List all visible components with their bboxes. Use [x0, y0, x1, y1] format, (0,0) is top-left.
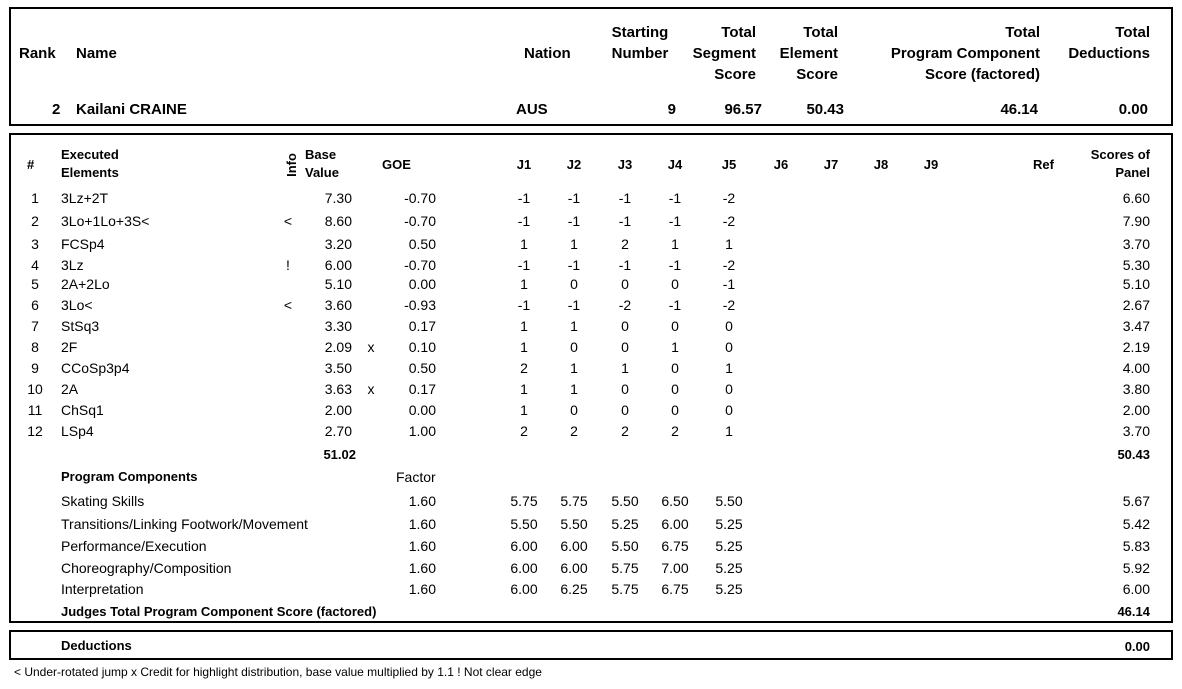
component-panel-score: 5.42 — [1122, 516, 1150, 532]
element-judge-3: -1 — [618, 213, 632, 229]
element-base-value: 2.70 — [324, 423, 352, 439]
header-line: Value — [305, 165, 339, 180]
component-judge-4: 6.50 — [661, 493, 689, 509]
judge-header-4: J4 — [667, 157, 683, 172]
element-name: 3Lz — [61, 257, 84, 273]
header-line: Base — [305, 147, 337, 162]
element-panel-score: 2.19 — [1122, 339, 1150, 355]
element-bonus-marker: x — [367, 381, 375, 397]
element-judge-5: 0 — [725, 381, 733, 397]
component-judge-4: 7.00 — [661, 560, 689, 576]
element-judge-4: 2 — [671, 423, 679, 439]
component-judge-3: 5.50 — [611, 538, 639, 554]
component-judge-5: 5.50 — [715, 493, 743, 509]
element-judge-3: 1 — [621, 360, 629, 376]
components-title: Program Components — [61, 469, 198, 484]
elements-ref-header: Ref — [1033, 157, 1054, 172]
component-judge-3: 5.75 — [611, 560, 639, 576]
element-judge-3: -1 — [618, 190, 632, 206]
element-judge-2: 0 — [570, 339, 578, 355]
element-judge-1: 1 — [520, 318, 528, 334]
element-judge-5: 0 — [725, 402, 733, 418]
element-judge-5: -2 — [722, 297, 736, 313]
element-name: 3Lo< — [61, 297, 93, 313]
element-judge-3: 0 — [621, 339, 629, 355]
element-judge-3: 0 — [621, 381, 629, 397]
element-goe: -0.93 — [404, 297, 436, 313]
legend-text: < Under-rotated jump x Credit for highlight distribution, base value multiplied by 1.1 ! Not clear edge — [14, 665, 542, 679]
col-nation-header: Nation — [524, 45, 571, 62]
header-line: Segment — [692, 45, 756, 62]
element-judge-4: -1 — [668, 213, 682, 229]
component-judge-2: 5.50 — [560, 516, 588, 532]
element-goe: 0.17 — [408, 318, 436, 334]
element-base-value: 2.09 — [324, 339, 352, 355]
element-judge-5: -2 — [722, 190, 736, 206]
col-pcs-header — [860, 22, 1040, 85]
elements-goe-header: GOE — [382, 157, 411, 172]
header-line: Executed — [61, 147, 119, 162]
element-goe: 0.00 — [408, 276, 436, 292]
elements-total-base: 51.02 — [323, 447, 356, 462]
element-judge-1: -1 — [517, 257, 531, 273]
deductions-label: Deductions — [61, 638, 132, 653]
element-info: < — [283, 213, 293, 229]
skater-total-segment-score: 96.57 — [724, 101, 762, 118]
element-base-value: 7.30 — [324, 190, 352, 206]
element-num: 7 — [31, 318, 39, 334]
skater-rank: 2 — [52, 101, 61, 118]
header-line: Deductions — [1068, 45, 1150, 62]
component-panel-score: 6.00 — [1122, 581, 1150, 597]
element-num: 4 — [31, 257, 39, 273]
element-judge-1: 2 — [520, 423, 528, 439]
element-info: < — [283, 297, 293, 313]
components-total-score: 46.14 — [1117, 604, 1150, 619]
element-judge-1: 2 — [520, 360, 528, 376]
element-base-value: 3.63 — [324, 381, 352, 397]
element-judge-4: 0 — [671, 276, 679, 292]
element-judge-4: -1 — [668, 190, 682, 206]
element-num: 9 — [31, 360, 39, 376]
element-judge-2: 2 — [570, 423, 578, 439]
component-judge-3: 5.50 — [611, 493, 639, 509]
element-judge-5: 0 — [725, 318, 733, 334]
element-judge-2: -1 — [567, 190, 581, 206]
element-base-value: 5.10 — [324, 276, 352, 292]
element-num: 8 — [31, 339, 39, 355]
element-judge-3: 0 — [621, 402, 629, 418]
element-judge-1: -1 — [517, 190, 531, 206]
element-name: 2A+2Lo — [61, 276, 110, 292]
element-judge-2: 1 — [570, 381, 578, 397]
element-panel-score: 3.70 — [1122, 236, 1150, 252]
element-goe: -0.70 — [404, 213, 436, 229]
component-judge-2: 6.25 — [560, 581, 588, 597]
element-base-value: 8.60 — [324, 213, 352, 229]
element-panel-score: 5.30 — [1122, 257, 1150, 273]
element-panel-score: 6.60 — [1122, 190, 1150, 206]
component-judge-3: 5.75 — [611, 581, 639, 597]
element-base-value: 6.00 — [324, 257, 352, 273]
element-name: ChSq1 — [61, 402, 104, 418]
element-judge-2: 1 — [570, 360, 578, 376]
element-judge-1: -1 — [517, 213, 531, 229]
element-judge-3: 0 — [621, 318, 629, 334]
element-panel-score: 7.90 — [1122, 213, 1150, 229]
skater-nation: AUS — [516, 101, 548, 118]
judge-header-6: J6 — [773, 157, 789, 172]
component-judge-3: 5.25 — [611, 516, 639, 532]
element-name: 3Lo+1Lo+3S< — [61, 213, 150, 229]
component-judge-4: 6.75 — [661, 581, 689, 597]
element-panel-score: 4.00 — [1122, 360, 1150, 376]
element-num: 1 — [31, 190, 39, 206]
col-deductions-header — [1040, 22, 1150, 64]
skater-total-pcs: 46.14 — [1000, 101, 1038, 118]
element-base-value: 3.20 — [324, 236, 352, 252]
judge-header-5: J5 — [721, 157, 737, 172]
component-judge-1: 6.00 — [510, 560, 538, 576]
col-tes-header — [760, 22, 838, 85]
element-info: ! — [286, 257, 290, 273]
element-judge-2: 0 — [570, 276, 578, 292]
element-num: 5 — [31, 276, 39, 292]
element-num: 6 — [31, 297, 39, 313]
judge-header-8: J8 — [873, 157, 889, 172]
component-judge-1: 5.75 — [510, 493, 538, 509]
element-base-value: 3.30 — [324, 318, 352, 334]
judge-header-2: J2 — [566, 157, 582, 172]
component-judge-5: 5.25 — [715, 560, 743, 576]
component-judge-4: 6.75 — [661, 538, 689, 554]
component-judge-5: 5.25 — [715, 538, 743, 554]
col-tss-header — [680, 22, 756, 85]
element-judge-3: 2 — [621, 423, 629, 439]
element-name: LSp4 — [61, 423, 94, 439]
header-line: Number — [611, 45, 669, 62]
element-judge-4: -1 — [668, 257, 682, 273]
element-judge-1: -1 — [517, 297, 531, 313]
element-judge-1: 1 — [520, 276, 528, 292]
elements-executed-header — [61, 146, 119, 182]
header-line: Score — [714, 66, 756, 83]
header-line: Program Component — [890, 45, 1040, 62]
element-name: 3Lz+2T — [61, 190, 109, 206]
skater-total-deductions: 0.00 — [1118, 101, 1148, 118]
header-line: Total — [1005, 24, 1040, 41]
element-judge-4: 0 — [671, 360, 679, 376]
element-name: FCSp4 — [61, 236, 105, 252]
col-rank-header: Rank — [19, 45, 56, 62]
component-name: Skating Skills — [61, 493, 145, 509]
component-name: Performance/Execution — [61, 538, 207, 554]
elements-base-header — [305, 146, 339, 182]
judge-header-3: J3 — [617, 157, 633, 172]
element-judge-2: 1 — [570, 236, 578, 252]
col-starting-number-header — [600, 22, 680, 64]
elements-total-score: 50.43 — [1117, 447, 1150, 462]
col-name-header: Name — [76, 45, 117, 62]
element-judge-1: 1 — [520, 402, 528, 418]
element-name: 2A — [61, 381, 79, 397]
element-judge-5: 0 — [725, 339, 733, 355]
header-line: Starting — [611, 24, 669, 41]
element-panel-score: 3.80 — [1122, 381, 1150, 397]
component-factor: 1.60 — [408, 493, 436, 509]
components-factor-header: Factor — [396, 469, 436, 485]
element-panel-score: 5.10 — [1122, 276, 1150, 292]
component-judge-1: 5.50 — [510, 516, 538, 532]
header-line: Total — [1115, 24, 1150, 41]
component-name: Transitions/Linking Footwork/Movement — [61, 516, 308, 532]
element-num: 3 — [31, 236, 39, 252]
elements-num-header: # — [27, 157, 35, 172]
elements-info-header: Info — [284, 153, 299, 177]
element-judge-5: -2 — [722, 257, 736, 273]
element-name: CCoSp3p4 — [61, 360, 130, 376]
element-judge-5: 1 — [725, 423, 733, 439]
element-name: StSq3 — [61, 318, 100, 334]
element-judge-5: 1 — [725, 360, 733, 376]
element-judge-3: 0 — [621, 276, 629, 292]
element-goe: 0.50 — [408, 236, 436, 252]
element-goe: 0.00 — [408, 402, 436, 418]
component-judge-2: 5.75 — [560, 493, 588, 509]
component-factor: 1.60 — [408, 516, 436, 532]
deductions-value: 0.00 — [1124, 639, 1150, 654]
element-num: 10 — [27, 381, 43, 397]
element-judge-4: 0 — [671, 318, 679, 334]
element-judge-3: -2 — [618, 297, 632, 313]
element-judge-1: 1 — [520, 339, 528, 355]
element-base-value: 3.50 — [324, 360, 352, 376]
element-judge-4: 0 — [671, 381, 679, 397]
deductions-box — [9, 630, 1173, 660]
component-judge-1: 6.00 — [510, 538, 538, 554]
header-line: Scores of — [1090, 147, 1150, 162]
element-goe: -0.70 — [404, 257, 436, 273]
element-judge-3: -1 — [618, 257, 632, 273]
element-judge-2: -1 — [567, 297, 581, 313]
component-judge-4: 6.00 — [661, 516, 689, 532]
element-panel-score: 2.67 — [1122, 297, 1150, 313]
component-panel-score: 5.83 — [1122, 538, 1150, 554]
element-judge-2: -1 — [567, 213, 581, 229]
component-factor: 1.60 — [408, 581, 436, 597]
components-total-label: Judges Total Program Component Score (factored) — [61, 604, 377, 619]
element-judge-5: 1 — [725, 236, 733, 252]
skater-name: Kailani CRAINE — [76, 101, 187, 118]
component-judge-5: 5.25 — [715, 516, 743, 532]
element-panel-score: 3.47 — [1122, 318, 1150, 334]
skater-total-element-score: 50.43 — [806, 101, 844, 118]
element-judge-2: -1 — [567, 257, 581, 273]
component-panel-score: 5.92 — [1122, 560, 1150, 576]
judge-header-9: J9 — [923, 157, 939, 172]
element-judge-4: 0 — [671, 402, 679, 418]
element-judge-1: 1 — [520, 236, 528, 252]
element-judge-2: 0 — [570, 402, 578, 418]
header-line: Score — [796, 66, 838, 83]
element-judge-4: 1 — [671, 339, 679, 355]
component-name: Interpretation — [61, 581, 144, 597]
element-goe: 0.10 — [408, 339, 436, 355]
component-panel-score: 5.67 — [1122, 493, 1150, 509]
element-goe: 0.50 — [408, 360, 436, 376]
element-judge-3: 2 — [621, 236, 629, 252]
header-line: Score (factored) — [924, 66, 1040, 83]
component-judge-5: 5.25 — [715, 581, 743, 597]
component-judge-2: 6.00 — [560, 560, 588, 576]
component-factor: 1.60 — [408, 560, 436, 576]
element-name: 2F — [61, 339, 78, 355]
header-line: Element — [779, 45, 838, 62]
judge-header-7: J7 — [823, 157, 839, 172]
component-judge-2: 6.00 — [560, 538, 588, 554]
element-bonus-marker: x — [367, 339, 375, 355]
element-goe: -0.70 — [404, 190, 436, 206]
element-num: 12 — [27, 423, 43, 439]
header-line: Panel — [1115, 165, 1150, 180]
component-name: Choreography/Composition — [61, 560, 232, 576]
judge-header-1: J1 — [516, 157, 532, 172]
header-line: Total — [803, 24, 838, 41]
element-judge-5: -2 — [722, 213, 736, 229]
skater-starting-number: 9 — [667, 101, 676, 118]
element-panel-score: 2.00 — [1122, 402, 1150, 418]
header-line: Elements — [61, 165, 119, 180]
element-goe: 0.17 — [408, 381, 436, 397]
element-judge-5: -1 — [722, 276, 736, 292]
element-panel-score: 3.70 — [1122, 423, 1150, 439]
element-judge-4: 1 — [671, 236, 679, 252]
element-judge-4: -1 — [668, 297, 682, 313]
elements-scores-header — [1050, 146, 1150, 182]
element-judge-1: 1 — [520, 381, 528, 397]
header-line: Total — [721, 24, 756, 41]
element-num: 11 — [27, 402, 43, 418]
element-goe: 1.00 — [408, 423, 436, 439]
element-base-value: 2.00 — [324, 402, 352, 418]
component-factor: 1.60 — [408, 538, 436, 554]
element-judge-2: 1 — [570, 318, 578, 334]
component-judge-1: 6.00 — [510, 581, 538, 597]
element-base-value: 3.60 — [324, 297, 352, 313]
element-num: 2 — [31, 213, 39, 229]
